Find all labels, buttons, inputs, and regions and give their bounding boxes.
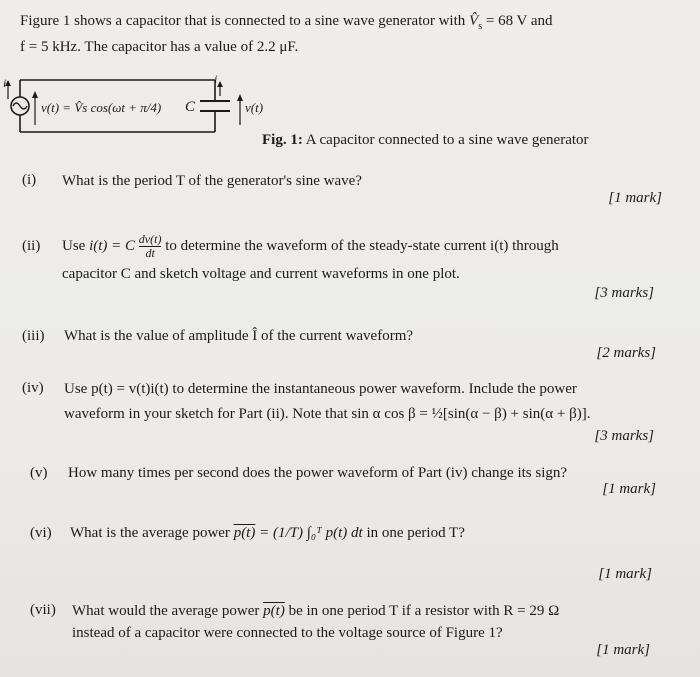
- current-label-right: i: [214, 72, 218, 86]
- average-power-symbol: p(t): [233, 525, 256, 541]
- question-text-cont: capacitor C and sketch voltage and current waveforms in one plot.: [62, 266, 460, 282]
- source-voltage-label: v(t) = V̂s cos(ωt + π/4): [41, 100, 162, 115]
- intro-line-1: Figure 1 shows a capacitor that is connected to a sine wave generator with $V̂_s = 68$ V and: [20, 13, 553, 32]
- question-number: (ii): [22, 238, 41, 254]
- question-text: What is the value of amplitude Î of the current waveform?: [64, 328, 414, 344]
- mark-label: [1 mark]: [596, 642, 650, 658]
- mark-label: [1 mark]: [598, 566, 652, 582]
- question-number: (i): [22, 172, 37, 188]
- mark-label: [3 marks]: [594, 285, 654, 301]
- question-number: (iii): [22, 328, 45, 344]
- question-text: What would the average power p(t) be in one period T if a resistor with R = 29 Ω: [72, 603, 560, 619]
- derivative-fraction: $\frac{dv(t)}{dt}$: [138, 232, 162, 260]
- current-label-left: i: [3, 76, 7, 90]
- question-text: How many times per second does the power waveform of Part (iv) change its sign?: [68, 465, 568, 481]
- mark-label: [1 mark]: [602, 481, 656, 497]
- mark-label: [3 marks]: [594, 428, 654, 444]
- question-text: What is the period T of the generator's sine wave?: [62, 173, 362, 189]
- mark-label: [2 marks]: [596, 345, 656, 361]
- mark-label: [1 mark]: [608, 190, 662, 206]
- question-number: (vi): [30, 525, 52, 541]
- question-text: Use p(t) = v(t)i(t) to determine the instantaneous power waveform. Include the power: [64, 381, 577, 397]
- question-text: What is the average power p(t) = (1/T) ∫₀ᵀ p(t) dt in one period T?: [70, 525, 465, 541]
- question-number: (iv): [22, 380, 44, 396]
- figure-caption: Fig. 1: A capacitor connected to a sine wave generator: [262, 132, 589, 148]
- capacitor-label: C: [185, 99, 196, 115]
- question-text: Use i(t) = C $\frac{dv(t)}{dt}$ to determine the waveform of the steady-state current i(t) through: [62, 232, 559, 260]
- question-number: (vii): [30, 602, 56, 618]
- question-text-cont: instead of a capacitor were connected to the voltage source of Figure 1?: [72, 625, 503, 641]
- capacitor-voltage-label: v(t): [245, 100, 264, 115]
- question-text-cont: waveform in your sketch for Part (ii). Note that sin α cos β = ½[sin(α − β) + sin(α + β)].: [64, 406, 591, 422]
- average-power-symbol: p(t): [263, 603, 285, 619]
- intro-line-2: f = 5 kHz. The capacitor has a value of 2.2 μF.: [20, 39, 299, 55]
- question-number: (v): [30, 465, 48, 481]
